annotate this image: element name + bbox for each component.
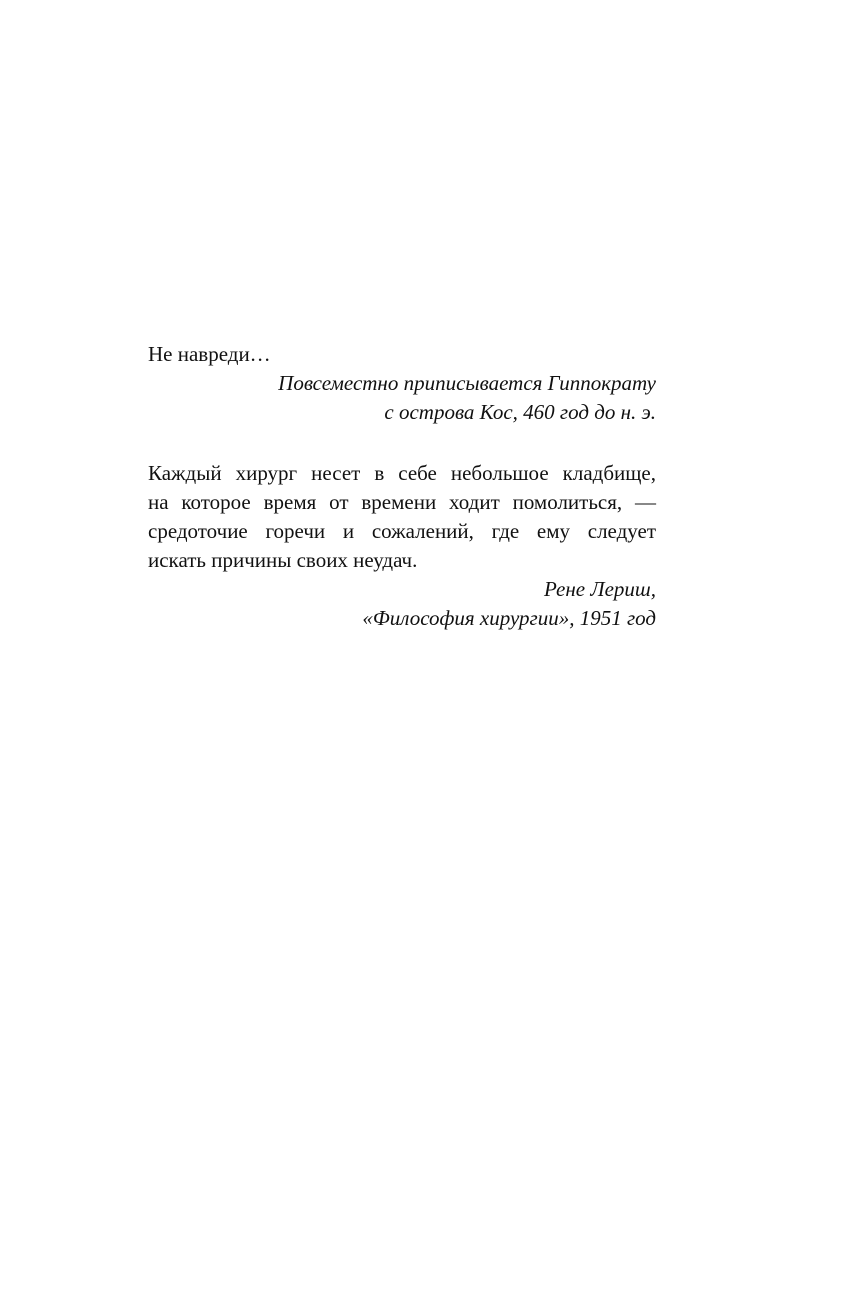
epigraph-quote xyxy=(148,459,656,575)
epigraphs xyxy=(148,340,656,633)
epigraph-leriche xyxy=(148,459,656,633)
epigraph-attribution xyxy=(148,575,656,633)
quote-line: искать причины своих неудач. xyxy=(148,548,418,572)
attribution-line: Повсеместно приписывается Гиппократу xyxy=(278,371,656,395)
attribution-line: с острова Кос, 460 год до н. э. xyxy=(384,400,656,424)
epigraph-attribution xyxy=(148,369,656,427)
quote-line: средоточие горечи и сожалений, где ему следует xyxy=(148,519,656,543)
quote-line: Каждый хирург несет в себе небольшое кладбище, xyxy=(148,461,656,485)
quote-line: Не навреди… xyxy=(148,342,271,366)
attribution-line: «Философия хирургии», 1951 год xyxy=(362,606,656,630)
epigraph-hippocrates xyxy=(148,340,656,427)
quote-line: на которое время от времени ходит помолиться, — xyxy=(148,490,656,514)
epigraph-quote xyxy=(148,340,656,369)
attribution-line: Рене Лериш, xyxy=(543,577,656,601)
